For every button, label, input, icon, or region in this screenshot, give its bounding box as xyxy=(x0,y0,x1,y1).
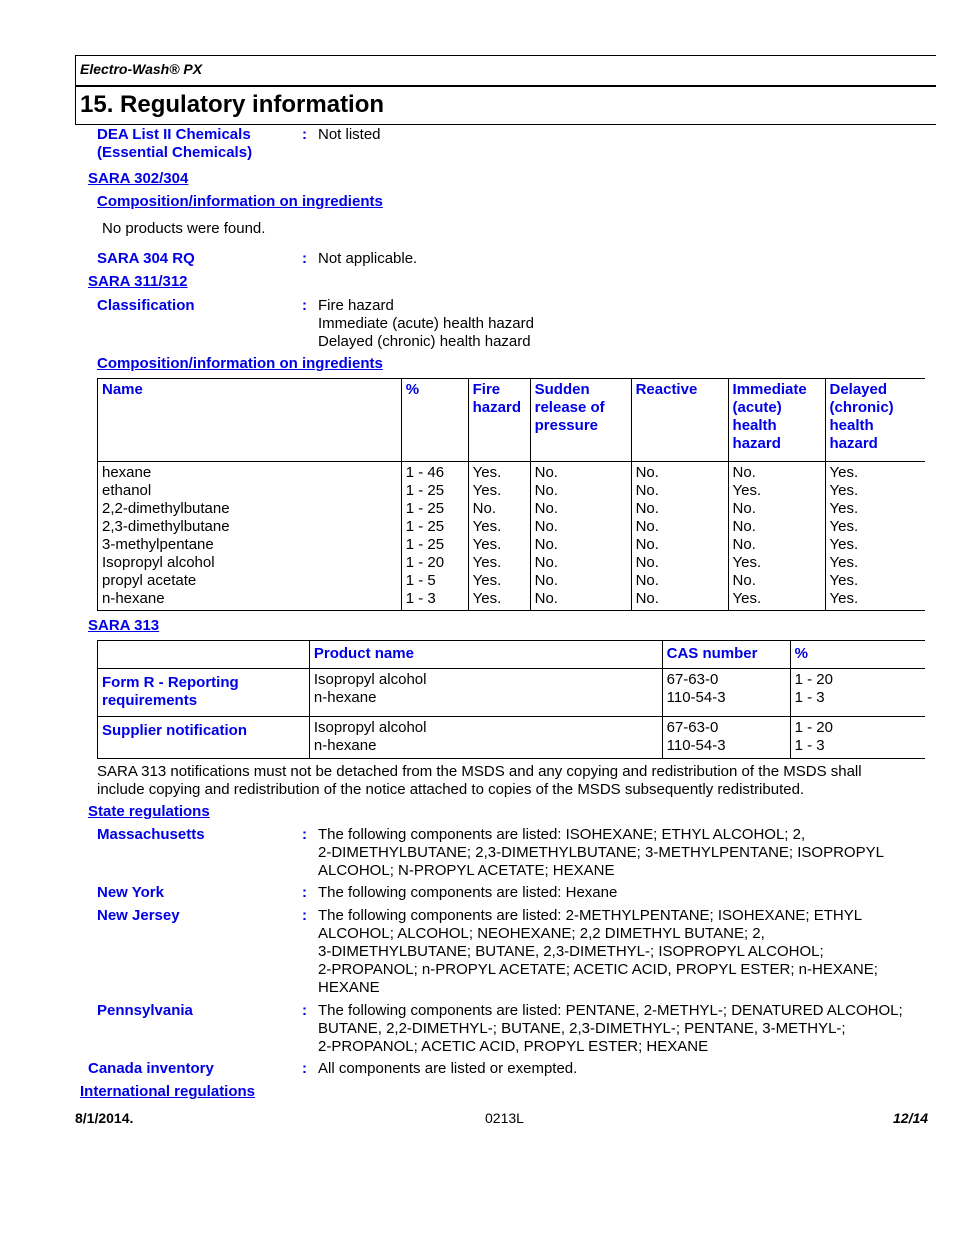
dea-colon: : xyxy=(302,126,307,143)
form-r-products: Isopropyl alcohol n-hexane xyxy=(309,669,662,717)
classification-values xyxy=(318,297,534,351)
sara311-data-row xyxy=(98,462,926,611)
col-immediate-hazard: Immediate (acute) health hazard xyxy=(728,379,825,462)
supplier-label: Supplier notification xyxy=(98,717,310,759)
no-products-text: No products were found. xyxy=(102,220,266,237)
cell-percents: 1 - 46 1 - 25 1 - 25 1 - 25 1 - 25 1 - 20 1 - 5 1 - 3 xyxy=(401,462,468,611)
col-product-name: Product name xyxy=(309,641,662,669)
col-fire-hazard: Fire hazard xyxy=(468,379,530,462)
new-jersey-value: The following components are listed: 2-METHYLPENTANE; ISOHEXANE; ETHYL ALCOHOL; ALCOHOL; NEOHEXANE; 2,2 DIMETHYL BUTANE; 2, 3-DIMETHYLBUTANE; BUTANE, 2,3-DIMETHYL-; ISOPROPYL ALCOHOL; 2-PROPANOL; n-PROPYL ACETATE; ACETIC ACID, PROPYL ESTER; n-HEXANE; HEXANE xyxy=(318,907,878,996)
footer-page-clip xyxy=(893,1110,929,1127)
col-percent: % xyxy=(790,641,925,669)
product-header-box xyxy=(75,55,936,86)
sara304-rq-value: Not applicable. xyxy=(318,250,418,267)
sara313-heading[interactable]: SARA 313 xyxy=(88,617,160,634)
canada-inventory-label: Canada inventory xyxy=(88,1060,214,1077)
dea-label xyxy=(97,126,252,162)
supplier-row xyxy=(98,717,926,759)
sara304-rq-colon: : xyxy=(302,250,307,267)
new-jersey-label: New Jersey xyxy=(97,907,180,924)
sara304-rq-label: SARA 304 RQ xyxy=(97,250,195,267)
international-regulations-heading[interactable]: International regulations xyxy=(80,1083,256,1100)
new-york-label: New York xyxy=(97,884,164,901)
cell-fire: Yes. Yes. No. Yes. Yes. Yes. Yes. Yes. xyxy=(468,462,530,611)
supplier-percent: 1 - 20 1 - 3 xyxy=(790,717,925,759)
new-york-colon: : xyxy=(302,884,307,901)
product-name: Electro-Wash® PX xyxy=(80,61,203,77)
col-reactive: Reactive xyxy=(631,379,728,462)
massachusetts-value: The following components are listed: ISOHEXANE; ETHYL ALCOHOL; 2, 2-DIMETHYLBUTANE; 2,3-DIMETHYLBUTANE; 3-METHYLPENTANE; ISOPROPYL ALCOHOL; N-PROPYL ACETATE; HEXANE xyxy=(318,826,884,879)
dea-label-line1: DEA List II Chemicals xyxy=(97,126,251,143)
col-percent: % xyxy=(401,379,468,462)
col-name: Name xyxy=(98,379,402,462)
section-title-box xyxy=(75,86,936,125)
supplier-products: Isopropyl alcohol n-hexane xyxy=(309,717,662,759)
sara313-blank-cell xyxy=(98,641,310,669)
new-jersey-colon: : xyxy=(302,907,307,924)
pennsylvania-value: The following components are listed: PENTANE, 2-METHYL-; DENATURED ALCOHOL; BUTANE, 2,2-DIMETHYL-; BUTANE, 2,3-DIMETHYL-; PENTANE, 3-METHYL-; 2-PROPANOL; ACETIC ACID, PROPYL ESTER; HEXANE xyxy=(318,1002,903,1055)
dea-value: Not listed xyxy=(318,126,381,143)
canada-inventory-value: All components are listed or exempted. xyxy=(318,1060,578,1077)
massachusetts-label: Massachusetts xyxy=(97,826,205,843)
classification-value: Immediate (acute) health hazard xyxy=(318,315,534,332)
supplier-cas: 67-63-0 110-54-3 xyxy=(662,717,790,759)
pennsylvania-colon: : xyxy=(302,1002,307,1019)
col-sudden-release: Sudden release of pressure xyxy=(530,379,631,462)
state-regulations-heading[interactable]: State regulations xyxy=(88,803,210,820)
dea-label-line2: (Essential Chemicals) xyxy=(97,144,253,161)
pennsylvania-label: Pennsylvania xyxy=(97,1002,193,1019)
cell-immediate: No. Yes. No. No. No. Yes. No. Yes. xyxy=(728,462,825,611)
footer-date: 8/1/2014. xyxy=(75,1110,134,1126)
sara311-composition-heading[interactable]: Composition/information on ingredients xyxy=(97,355,383,372)
cell-reactive: No. No. No. No. No. No. No. No. xyxy=(631,462,728,611)
section-title: 15. Regulatory information xyxy=(80,91,385,118)
sara302-composition-heading[interactable]: Composition/information on ingredients xyxy=(97,193,383,210)
cell-names: hexane ethanol 2,2-dimethylbutane 2,3-dimethylbutane 3-methylpentane Isopropyl alcohol propyl acetate n-hexane xyxy=(98,462,402,611)
sara311-table xyxy=(97,378,925,611)
col-delayed-hazard: Delayed (chronic) health hazard xyxy=(825,379,925,462)
col-cas-number: CAS number xyxy=(662,641,790,669)
footer-page: 12/14 xyxy=(893,1110,929,1126)
form-r-row xyxy=(98,669,926,717)
sara302-heading[interactable]: SARA 302/304 xyxy=(88,170,189,187)
form-r-cas: 67-63-0 110-54-3 xyxy=(662,669,790,717)
classification-value: Fire hazard xyxy=(318,297,394,314)
sara313-table xyxy=(97,640,925,759)
classification-value: Delayed (chronic) health hazard xyxy=(318,333,531,350)
form-r-percent: 1 - 20 1 - 3 xyxy=(790,669,925,717)
footer-code: 0213L xyxy=(485,1110,524,1126)
sara313-note: SARA 313 notifications must not be detached from the MSDS and any copying and redistribution of the MSDS shall include copying and redistribution of the notice attached to copies of the MSDS subsequently redistributed. xyxy=(97,763,862,798)
canada-colon: : xyxy=(302,1060,307,1077)
sara313-header-row xyxy=(98,641,926,669)
form-r-label: Form R - Reporting requirements xyxy=(98,669,310,717)
sara311-heading[interactable]: SARA 311/312 xyxy=(88,273,188,290)
classification-label: Classification xyxy=(97,297,195,314)
cell-sudden: No. No. No. No. No. No. No. No. xyxy=(530,462,631,611)
new-york-value: The following components are listed: Hexane xyxy=(318,884,618,901)
cell-delayed: Yes. Yes. Yes. Yes. Yes. Yes. Yes. Yes. xyxy=(825,462,925,611)
sara311-header-row xyxy=(98,379,926,462)
classification-colon: : xyxy=(302,297,307,314)
massachusetts-colon: : xyxy=(302,826,307,843)
